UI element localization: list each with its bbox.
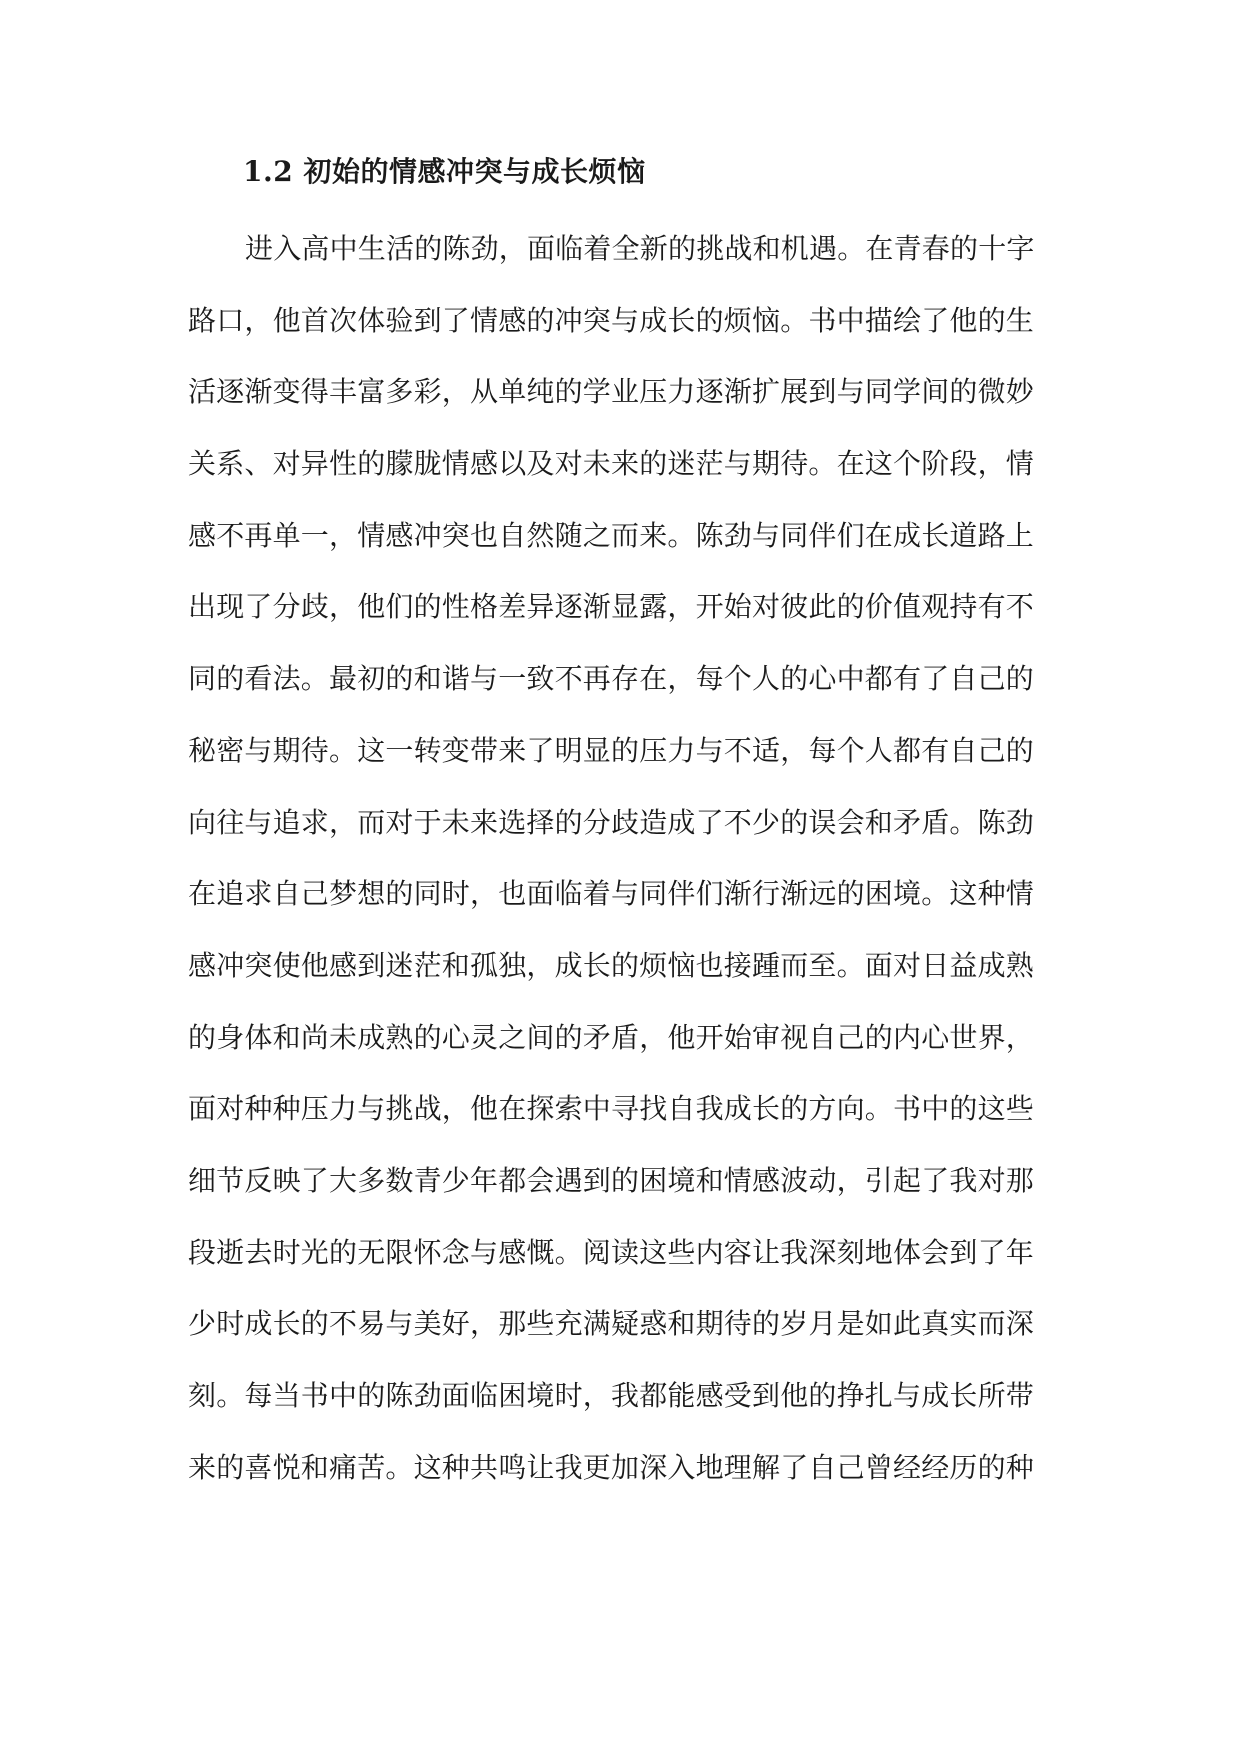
paragraph-line: 出现了分歧，他们的性格差异逐渐显露，开始对彼此的价值观持有不 xyxy=(188,590,1035,624)
paragraph-line: 活逐渐变得丰富多彩，从单纯的学业压力逐渐扩展到与同学间的微妙 xyxy=(188,375,1035,409)
paragraph-line: 感不再单一，情感冲突也自然随之而来。陈劲与同伴们在成长道路上 xyxy=(188,518,1035,552)
paragraph-line: 感冲突使他感到迷茫和孤独，成长的烦恼也接踵而至。面对日益成熟 xyxy=(188,948,1035,982)
paragraph-line: 进入高中生活的陈劲，面临着全新的挑战和机遇。在青春的十字 xyxy=(245,232,1035,265)
paragraph-line: 刻。每当书中的陈劲面临困境时，我都能感受到他的挣扎与成长所带 xyxy=(188,1379,1035,1412)
paragraph-line: 面对种种压力与挑战，他在探索中寻找自我成长的方向。书中的这些 xyxy=(188,1092,1035,1126)
paragraph-line: 少时成长的不易与美好，那些充满疑惑和期待的岁月是如此真实而深 xyxy=(188,1307,1035,1341)
paragraph-line: 路口，他首次体验到了情感的冲突与成长的烦恼。书中描绘了他的生 xyxy=(188,303,1035,337)
paragraph-line: 来的喜悦和痛苦。这种共鸣让我更加深入地理解了自己曾经经历的种 xyxy=(188,1450,1035,1484)
paragraph-line: 细节反映了大多数青少年都会遇到的困境和情感波动，引起了我对那 xyxy=(188,1163,1035,1197)
paragraph-line: 同的看法。最初的和谐与一致不再存在，每个人的心中都有了自己的 xyxy=(188,662,1035,696)
paragraph-line: 段逝去时光的无限怀念与感慨。阅读这些内容让我深刻地体会到了年 xyxy=(188,1235,1035,1269)
paragraph-line: 秘密与期待。这一转变带来了明显的压力与不适，每个人都有自己的 xyxy=(188,733,1035,767)
body-paragraph xyxy=(188,224,1068,1514)
section-heading xyxy=(243,152,645,192)
paragraph-line: 的身体和尚未成熟的心灵之间的矛盾，他开始审视自己的内心世界， xyxy=(188,1020,1035,1054)
paragraph-line: 关系、对异性的朦胧情感以及对未来的迷茫与期待。在这个阶段，情 xyxy=(188,447,1035,481)
paragraph-line: 向往与追求，而对于未来选择的分歧造成了不少的误会和矛盾。陈劲 xyxy=(188,805,1035,839)
section-number: 1.2 xyxy=(243,155,294,188)
section-title: 初始的情感冲突与成长烦恼 xyxy=(303,155,646,188)
paragraph-line: 在追求自己梦想的同时，也面临着与同伴们渐行渐远的困境。这种情 xyxy=(188,877,1035,911)
